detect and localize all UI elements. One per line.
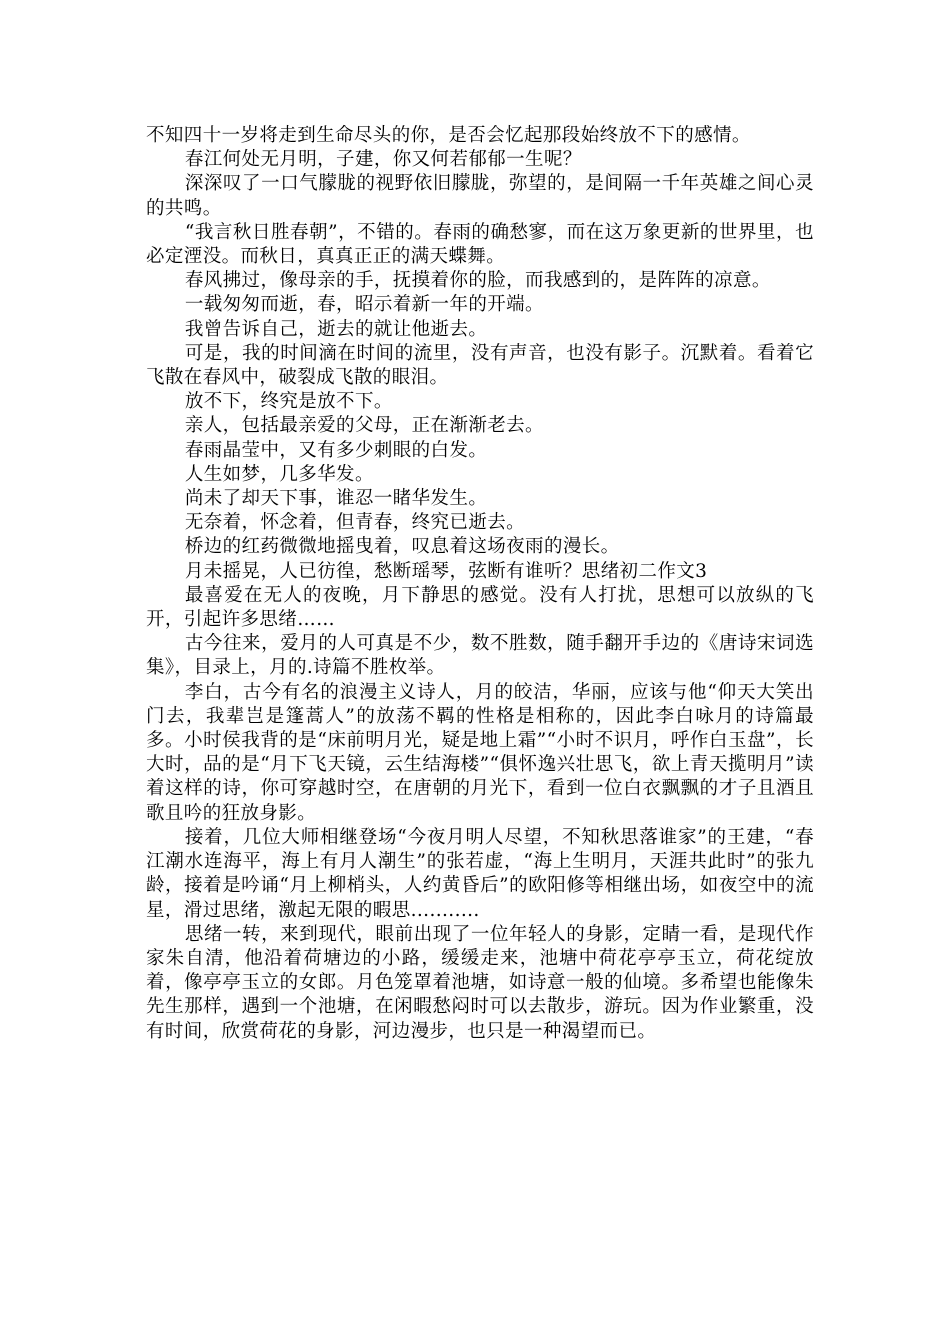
paragraph: 不知四十一岁将走到生命尽头的你，是否会忆起那段始终放不下的感情。 (146, 125, 751, 146)
paragraph: 桥边的红药微微地摇曳着，叹息着这场夜雨的漫长。 (184, 536, 620, 558)
document-body (146, 124, 814, 1044)
paragraph: 春江何处无月明，子建，你又何若郁郁一生呢？ (184, 149, 582, 171)
paragraph: 最喜爱在无人的夜晚，月下静思的感觉。没有人打扰，思想可以放纵的飞开，引起许多思绪…… (146, 584, 814, 631)
paragraph: “我言秋日胜春朝”，不错的。春雨的确愁寥，而在这万象更新的世界里，也必定湮没。而秋日，真真正正的满天蝶舞。 (146, 221, 814, 268)
paragraph: 古今往来，爱月的人可真是不少，数不胜数，随手翻开手边的《唐诗宋词选集》，目录上，月的.诗篇不胜枚举。 (146, 633, 814, 679)
paragraph: 尚未了却天下事，谁忍一睹华发生。 (184, 488, 488, 510)
paragraph: 接着，几位大师相继登场“今夜月明人尽望，不知秋思落谁家”的王建，“春江潮水连海平，海上有月人潮生”的张若虚，“海上生明月，天涯共此时”的张九龄，接着是吟诵“月上柳梢头，人约黄昏后”的欧阳修等相继出场，如夜空中的流星，滑过思绪，激起无限的暇思........... (146, 826, 814, 921)
paragraph: 放不下，终究是放不下。 (184, 391, 393, 413)
paragraph: 春雨晶莹中，又有多少刺眼的白发。 (184, 439, 488, 461)
paragraph: 可是，我的时间滴在时间的流里，没有声音，也没有影子。沉默着。看着它飞散在春风中，破裂成飞散的眼泪。 (146, 342, 814, 389)
paragraph: 人生如梦，几多华发。 (184, 463, 374, 485)
paragraph: 深深叹了一口气朦胧的视野依旧朦胧，弥望的，是间隔一千年英雄之间心灵的共鸣。 (146, 173, 814, 219)
paragraph: 我曾告诉自己，逝去的就让他逝去。 (184, 318, 488, 340)
paragraph: 月未摇晃，人已彷徨，愁断瑶琴，弦断有谁听？思绪初二作文3 (184, 560, 708, 582)
paragraph: 春风拂过，像母亲的手，抚摸着你的脸，而我感到的，是阵阵的凉意。 (184, 270, 771, 292)
paragraph: 无奈着，怀念着，但青春，终究已逝去。 (184, 512, 526, 534)
paragraph: 一载匆匆而逝，春，昭示着新一年的开端。 (184, 294, 544, 316)
paragraph: 思绪一转，来到现代，眼前出现了一位年轻人的身影，定睛一看，是现代作家朱自清，他沿着荷塘边的小路，缓缓走来，池塘中荷花亭亭玉立，荷花绽放着，像亭亭玉立的女郎。月色笼罩着池塘，如诗意一般的仙境。多希望也能像朱先生那样，遇到一个池塘，在闲暇愁闷时可以去散步，游玩。因为作业繁重，没有时间，欣赏荷花的身影，河边漫步，也只是一种渴望而已。 (146, 923, 814, 1042)
paragraph: 李白，古今有名的浪漫主义诗人，月的皎洁，华丽，应该与他“仰天大笑出门去，我辈岂是篷蒿人”的放荡不羁的性格是相称的，因此李白咏月的诗篇最多。小时侯我背的是“床前明月光，疑是地上霜”“小时不识月，呼作白玉盘”，长大时，品的是“月下飞天镜，云生结海楼”“俱怀逸兴壮思飞，欲上青天揽明月”读着这样的诗，你可穿越时空，在唐朝的月光下，看到一位白衣飘飘的才子且酒且歌且吟的狂放身影。 (146, 681, 814, 824)
paragraph: 亲人，包括最亲爱的父母，正在渐渐老去。 (184, 415, 544, 437)
